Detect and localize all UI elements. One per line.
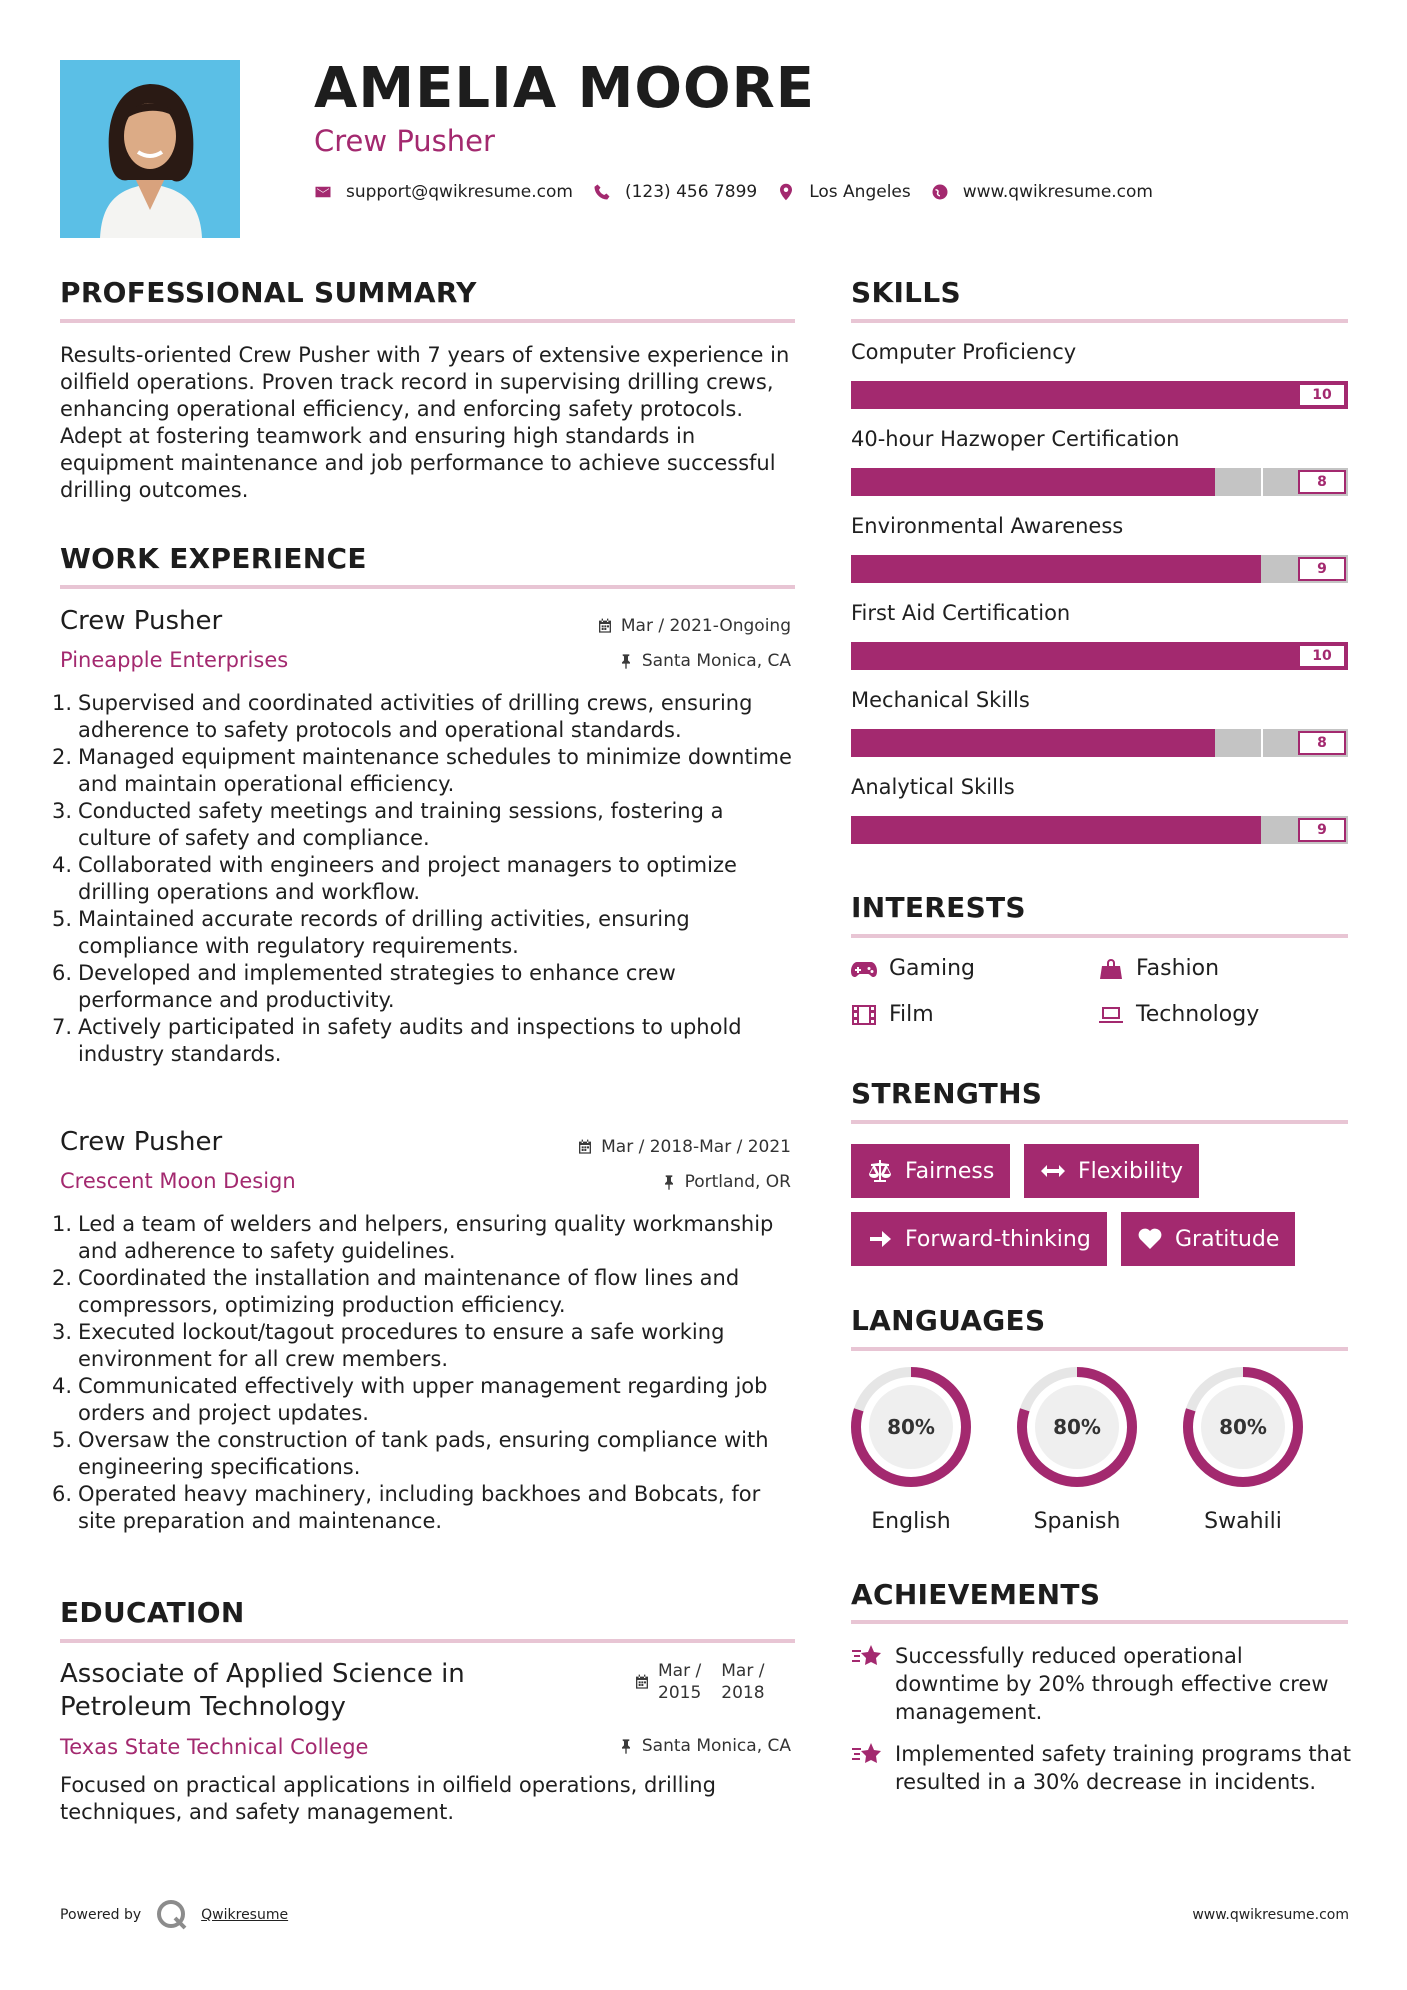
job-company: Crescent Moon Design xyxy=(60,1169,296,1193)
education-start xyxy=(658,1660,701,1704)
skill-bar-segment xyxy=(1261,729,1263,757)
job-bullets xyxy=(60,690,795,1068)
pushpin-icon xyxy=(618,1738,634,1754)
strengths-divider xyxy=(851,1120,1348,1124)
contact-bar xyxy=(314,178,1173,206)
language-item xyxy=(849,1365,973,1534)
job-dates xyxy=(577,1137,791,1157)
contact-location-text: Los Angeles xyxy=(809,182,911,202)
pushpin-icon xyxy=(661,1174,677,1190)
achievement-item xyxy=(851,1642,1351,1726)
skill-score: 8 xyxy=(1298,470,1346,494)
education-description: Focused on practical applications in oilfield operations, drilling techniques, and safety management. xyxy=(60,1773,716,1824)
experience-divider xyxy=(60,585,795,589)
shooting-star-icon xyxy=(851,1642,883,1670)
interest-label: Fashion xyxy=(1136,956,1220,981)
strength-fairness xyxy=(851,1144,1010,1198)
contact-phone-text: (123) 456 7899 xyxy=(624,182,758,202)
list-item: Developed and implemented strategies to enhance crew performance and productivity. xyxy=(78,961,676,1012)
skill-bar xyxy=(851,729,1348,757)
film-icon xyxy=(851,1004,877,1026)
job-title: Crew Pusher xyxy=(60,1127,223,1157)
phone-icon xyxy=(593,183,611,201)
strength-flexibility xyxy=(1024,1144,1199,1198)
education-school: Texas State Technical College xyxy=(60,1735,369,1759)
language-ring xyxy=(1015,1365,1139,1489)
strength-gratitude xyxy=(1121,1212,1295,1266)
education-dates xyxy=(634,1660,785,1704)
skill-label: 40-hour Hazwoper Certification xyxy=(851,427,1180,451)
laptop-icon xyxy=(1098,1004,1124,1026)
list-item: Supervised and coordinated activities of drilling crews, ensuring adherence to safety protocols and operational standards. xyxy=(78,691,753,742)
list-item: Coordinated the installation and maintenance of flow lines and compressors, optimizing production efficiency. xyxy=(78,1266,740,1317)
heart-icon xyxy=(1137,1227,1163,1251)
skill-score: 8 xyxy=(1298,731,1346,755)
skill-bar-fill xyxy=(851,381,1348,409)
list-item: Communicated effectively with upper management regarding job orders and project updates. xyxy=(78,1374,768,1425)
candidate-title: Crew Pusher xyxy=(314,124,495,158)
list-item: Oversaw the construction of tank pads, ensuring compliance with engineering specifications. xyxy=(78,1428,769,1479)
interest-fashion xyxy=(1098,956,1219,981)
language-percent: 80% xyxy=(887,1415,935,1439)
contact-location xyxy=(777,182,911,202)
skill-bar xyxy=(851,381,1348,409)
qwikresume-logo-icon xyxy=(155,1898,189,1932)
bag-icon xyxy=(1098,958,1124,980)
skill-bar xyxy=(851,468,1348,496)
skill-bar-segment xyxy=(1261,468,1263,496)
language-name: Spanish xyxy=(1033,1509,1121,1534)
skill-score: 10 xyxy=(1298,383,1346,407)
list-item: Operated heavy machinery, including backhoes and Bobcats, for site preparation and maintenance. xyxy=(78,1482,761,1533)
interest-gaming xyxy=(851,956,975,981)
skill-score: 10 xyxy=(1298,644,1346,668)
education-end-month: Mar / xyxy=(721,1661,765,1681)
skill-bar xyxy=(851,642,1348,670)
education-end-year: 2018 xyxy=(721,1683,765,1703)
envelope-icon xyxy=(314,183,332,201)
qwikresume-link[interactable]: Qwikresume xyxy=(201,1907,289,1923)
experience-heading: WORK EXPERIENCE xyxy=(60,542,367,575)
education-degree: Associate of Applied Science in Petroleum Technology xyxy=(60,1659,465,1722)
footer-website[interactable]: www.qwikresume.com xyxy=(1192,1907,1349,1923)
achievement-text: Implemented safety training programs that resulted in a 30% decrease in incidents. xyxy=(895,1742,1351,1794)
profile-photo-illustration xyxy=(60,60,240,238)
language-ring xyxy=(1181,1365,1305,1489)
job-company: Pineapple Enterprises xyxy=(60,648,289,672)
skill-bar-fill xyxy=(851,642,1348,670)
scale-icon xyxy=(867,1159,893,1183)
strength-label: Forward-thinking xyxy=(905,1226,1091,1252)
list-item: Conducted safety meetings and training sessions, fostering a culture of safety and compliance. xyxy=(78,799,724,850)
skill-label: Computer Proficiency xyxy=(851,340,1077,364)
skill-bar-fill xyxy=(851,816,1261,844)
education-start-year: 2015 xyxy=(658,1683,702,1703)
contact-email-text: support@qwikresume.com xyxy=(346,182,573,202)
skills-divider xyxy=(851,319,1348,323)
skill-label: Environmental Awareness xyxy=(851,514,1124,538)
language-item xyxy=(1015,1365,1139,1534)
summary-heading: PROFESSIONAL SUMMARY xyxy=(60,276,477,309)
contact-website[interactable] xyxy=(931,182,1153,202)
strength-label: Gratitude xyxy=(1175,1226,1280,1252)
skill-label: Analytical Skills xyxy=(851,775,1015,799)
education-divider xyxy=(60,1639,795,1643)
skill-bar xyxy=(851,816,1348,844)
education-location xyxy=(618,1736,791,1756)
education-location-text: Santa Monica, CA xyxy=(641,1736,791,1756)
interest-label: Gaming xyxy=(889,956,975,981)
skill-bar-fill xyxy=(851,729,1215,757)
arrow-right-icon xyxy=(867,1227,893,1251)
language-item xyxy=(1181,1365,1305,1534)
strength-forward-thinking xyxy=(851,1212,1107,1266)
contact-phone[interactable] xyxy=(593,182,757,202)
map-pin-icon xyxy=(777,183,795,201)
interest-technology xyxy=(1098,1002,1259,1027)
contact-website-text: www.qwikresume.com xyxy=(962,182,1153,202)
job-location-text: Santa Monica, CA xyxy=(641,651,791,671)
job-location xyxy=(661,1172,791,1192)
summary-divider xyxy=(60,319,795,323)
list-item: Collaborated with engineers and project managers to optimize drilling operations and workflow. xyxy=(78,853,737,904)
achievements-heading: ACHIEVEMENTS xyxy=(851,1578,1101,1611)
job-dates-text: Mar / 2018-Mar / 2021 xyxy=(601,1137,791,1157)
language-name: English xyxy=(871,1509,951,1534)
pushpin-icon xyxy=(618,653,634,669)
calendar-icon xyxy=(597,618,613,634)
strength-label: Flexibility xyxy=(1078,1158,1183,1184)
candidate-name: AMELIA MOORE xyxy=(314,56,815,121)
list-item: Executed lockout/tagout procedures to ensure a safe working environment for all crew members. xyxy=(78,1320,725,1371)
calendar-icon xyxy=(577,1139,593,1155)
globe-icon xyxy=(931,183,949,201)
language-percent: 80% xyxy=(1053,1415,1101,1439)
skill-bar xyxy=(851,555,1348,583)
skill-score: 9 xyxy=(1298,818,1346,842)
job-location-text: Portland, OR xyxy=(684,1172,791,1192)
languages-divider xyxy=(851,1347,1348,1351)
footer-powered-by xyxy=(60,1898,288,1932)
shooting-star-icon xyxy=(851,1740,883,1768)
education-start-month: Mar / xyxy=(658,1661,702,1681)
interest-film xyxy=(851,1002,934,1027)
job-location xyxy=(618,651,791,671)
language-percent: 80% xyxy=(1219,1415,1267,1439)
achievement-text: Successfully reduced operational downtime by 20% through effective crew management. xyxy=(895,1644,1329,1724)
summary-text: Results-oriented Crew Pusher with 7 years of extensive experience in oilfield operations. Proven track record in supervising drilling crews, enhancing operational efficiency, and enforcing safety protocols. Adept at fostering teamwork and ensuring high standards in equipment maintenance and job performance to achieve successful drilling outcomes. xyxy=(60,343,790,502)
skill-bar-fill xyxy=(851,468,1215,496)
interest-label: Film xyxy=(889,1002,934,1027)
interests-heading: INTERESTS xyxy=(851,891,1026,924)
achievement-item xyxy=(851,1740,1351,1796)
gamepad-icon xyxy=(851,958,877,980)
arrows-icon xyxy=(1040,1159,1066,1183)
interests-divider xyxy=(851,934,1348,938)
powered-by-text: Powered by xyxy=(60,1907,142,1923)
strength-label: Fairness xyxy=(905,1158,995,1184)
skills-heading: SKILLS xyxy=(851,276,961,309)
list-item: Maintained accurate records of drilling activities, ensuring compliance with regulatory requirements. xyxy=(78,907,690,958)
achievements-divider xyxy=(851,1620,1348,1624)
strengths-heading: STRENGTHS xyxy=(851,1077,1043,1110)
interest-label: Technology xyxy=(1136,1002,1260,1027)
list-item: Led a team of welders and helpers, ensuring quality workmanship and adherence to safety guidelines. xyxy=(78,1212,774,1263)
job-dates-text: Mar / 2021-Ongoing xyxy=(620,616,791,636)
profile-photo xyxy=(60,60,240,238)
list-item: Actively participated in safety audits and inspections to uphold industry standards. xyxy=(78,1015,742,1066)
language-ring xyxy=(849,1365,973,1489)
skill-label: Mechanical Skills xyxy=(851,688,1030,712)
contact-email[interactable] xyxy=(314,182,573,202)
skill-score: 9 xyxy=(1298,557,1346,581)
education-end xyxy=(721,1660,764,1704)
job-dates xyxy=(597,616,791,636)
education-heading: EDUCATION xyxy=(60,1596,245,1629)
language-name: Swahili xyxy=(1204,1509,1282,1534)
languages-heading: LANGUAGES xyxy=(851,1304,1046,1337)
job-bullets xyxy=(60,1211,795,1535)
list-item: Managed equipment maintenance schedules to minimize downtime and maintain operational efficiency. xyxy=(78,745,792,796)
skill-label: First Aid Certification xyxy=(851,601,1071,625)
calendar-icon xyxy=(634,1674,650,1690)
skill-bar-fill xyxy=(851,555,1261,583)
job-title: Crew Pusher xyxy=(60,606,223,636)
